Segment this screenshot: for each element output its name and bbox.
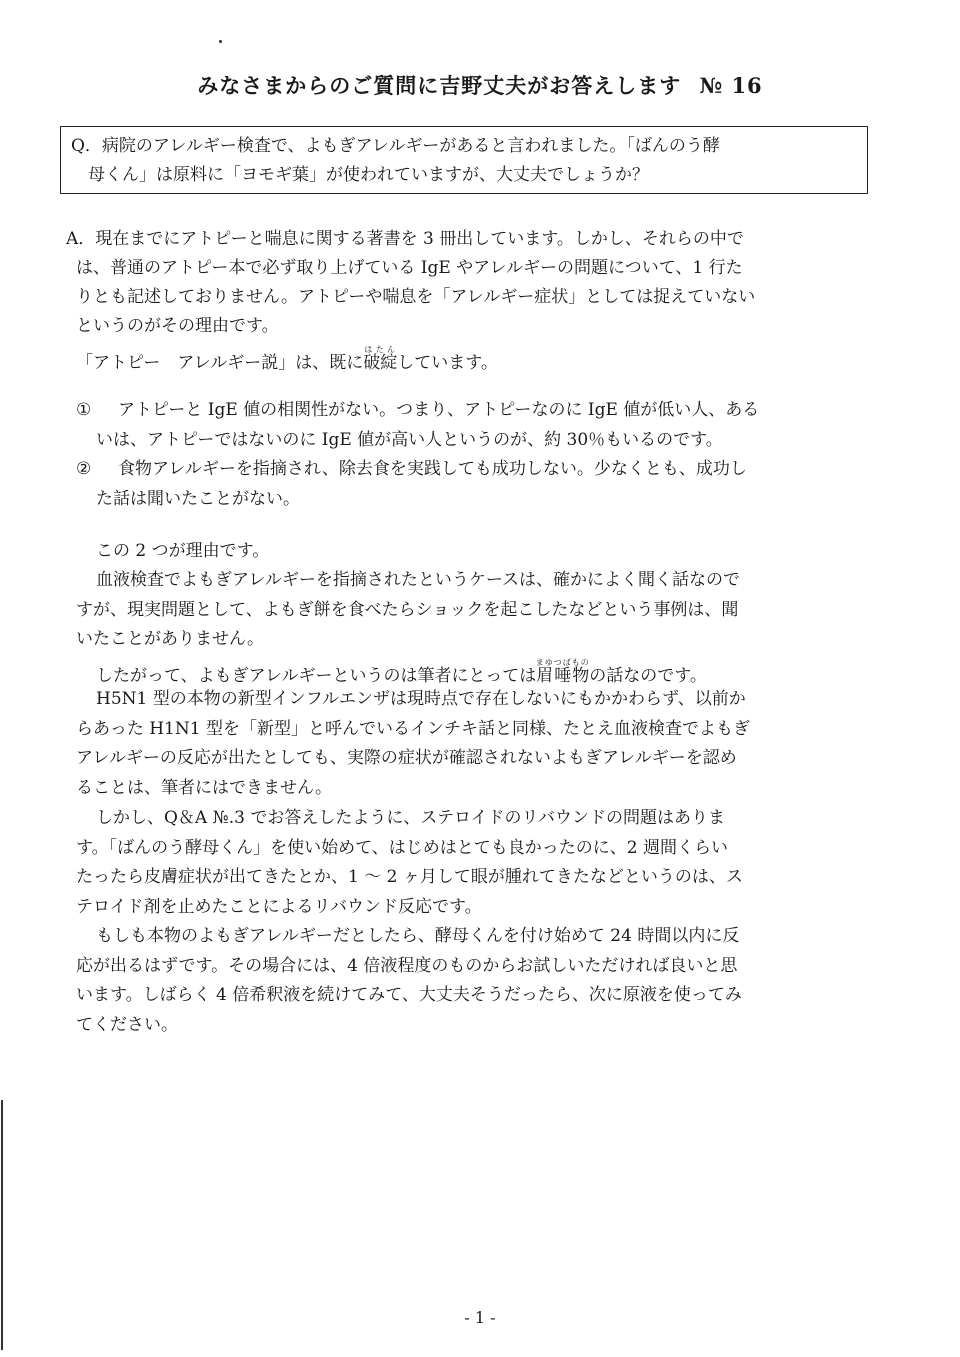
question-box (60, 126, 868, 194)
answer-line: すが、現実問題として、よもぎ餅を食べたらショックを起こしたなどという事例は、聞 (76, 600, 739, 620)
title-text: みなさまからのご質問に吉野丈夫がお答えします (197, 73, 682, 98)
answer-line: いたことがありません。 (76, 629, 265, 649)
answer-line: アレルギーの反応が出たとしても、実際の症状が確認されないよもぎアレルギーを認め (76, 748, 737, 768)
answer-line: ることは、筆者にはできません。 (76, 778, 333, 798)
answer-line: てください。 (76, 1015, 178, 1035)
answer-line: らあった H1N1 型を「新型」と呼んでいるインチキ話と同様、たとえ血液検査でよもぎ (76, 719, 750, 739)
answer-line-ruby (76, 345, 498, 373)
text: しています。 (397, 353, 498, 373)
answer-line: います。しばらく 4 倍希釈液を続けてみて、大丈夫そうだったら、次に原液を使ってみ (76, 985, 742, 1005)
scan-speck (219, 40, 222, 43)
question-line-1: Q．病院のアレルギー検査で、よもぎアレルギーがあると言われました。「ばんのう酵 (71, 136, 720, 156)
answer-line: りとも記述しておりません。アトピーや喘息を「アレルギー症状」としては捉えていない (76, 287, 756, 307)
answer-line: この 2 つが理由です。 (96, 541, 270, 561)
ruby-mayutsubamono (535, 658, 590, 686)
page-title (0, 70, 960, 100)
answer-line: しかし、Q＆A №.3 でお答えしたように、ステロイドのリバウンドの問題はありま (96, 808, 725, 828)
question-line-2: 母くん」は原料に「ヨモギ葉」が使われていますが、大丈夫でしょうか？ (71, 165, 649, 185)
answer-line: H5N1 型の本物の新型インフルエンザは現時点で存在しないにもかかわらず、以前か (96, 689, 746, 709)
text: の話なのです。 (589, 666, 707, 686)
page-number: - 1 - (464, 1308, 496, 1327)
text: したがって、よもぎアレルギーというのは筆者にとっては (96, 666, 537, 686)
list-number: ① (76, 400, 92, 420)
ruby-reading: まゆつばもの (535, 658, 590, 667)
answer-line: は、普通のアトピー本で必ず取り上げている IgE やアレルギーの問題について、1 行た (76, 258, 743, 278)
list-item-line: 食物アレルギーを指摘され、除去食を実践しても成功しない。少なくとも、成功し (118, 459, 747, 479)
list-item-line: た話は聞いたことがない。 (96, 489, 300, 509)
ruby-base: 破綻 (363, 353, 398, 373)
answer-line: 応が出るはずです。その場合には、4 倍液程度のものからお試しいただければ良いと思 (76, 956, 738, 976)
ruby-base: 眉唾物 (535, 666, 590, 686)
list-item-line: いは、アトピーではないのに IgE 値が高い人というのが、約 30％もいるのです。 (96, 430, 723, 450)
list-number: ② (76, 459, 92, 479)
answer-line: もしも本物のよもぎアレルギーだとしたら、酵母くんを付け始めて 24 時間以内に反 (96, 926, 740, 946)
ruby-hatan (363, 345, 398, 373)
list-item-line: アトピーと IgE 値の相関性がない。つまり、アトピーなのに IgE 値が低い人、ある (118, 400, 760, 420)
answer-line: たったら皮膚症状が出てきたとか、1 ～ 2 ヶ月して眼が腫れてきたなどというのは、ス (76, 867, 743, 887)
answer-line: す。「ばんのう酵母くん」を使い始めて、はじめはとても良かったのに、2 週間くらい (76, 838, 729, 858)
answer-line: というのがその理由です。 (76, 316, 279, 336)
answer-line-ruby (96, 658, 707, 686)
ruby-reading: はたん (363, 345, 398, 354)
answer-line: 血液検査でよもぎアレルギーを指摘されたというケースは、確かによく聞く話なので (96, 570, 741, 590)
answer-line: テロイド剤を止めたことによるリバウンド反応です。 (76, 897, 482, 917)
text: 「アトピー アレルギー説」は、既に (76, 353, 364, 373)
answer-line: A．現在までにアトピーと喘息に関する著書を 3 冊出しています。しかし、それらの中で (66, 229, 744, 249)
issue-number: № 16 (699, 73, 763, 98)
